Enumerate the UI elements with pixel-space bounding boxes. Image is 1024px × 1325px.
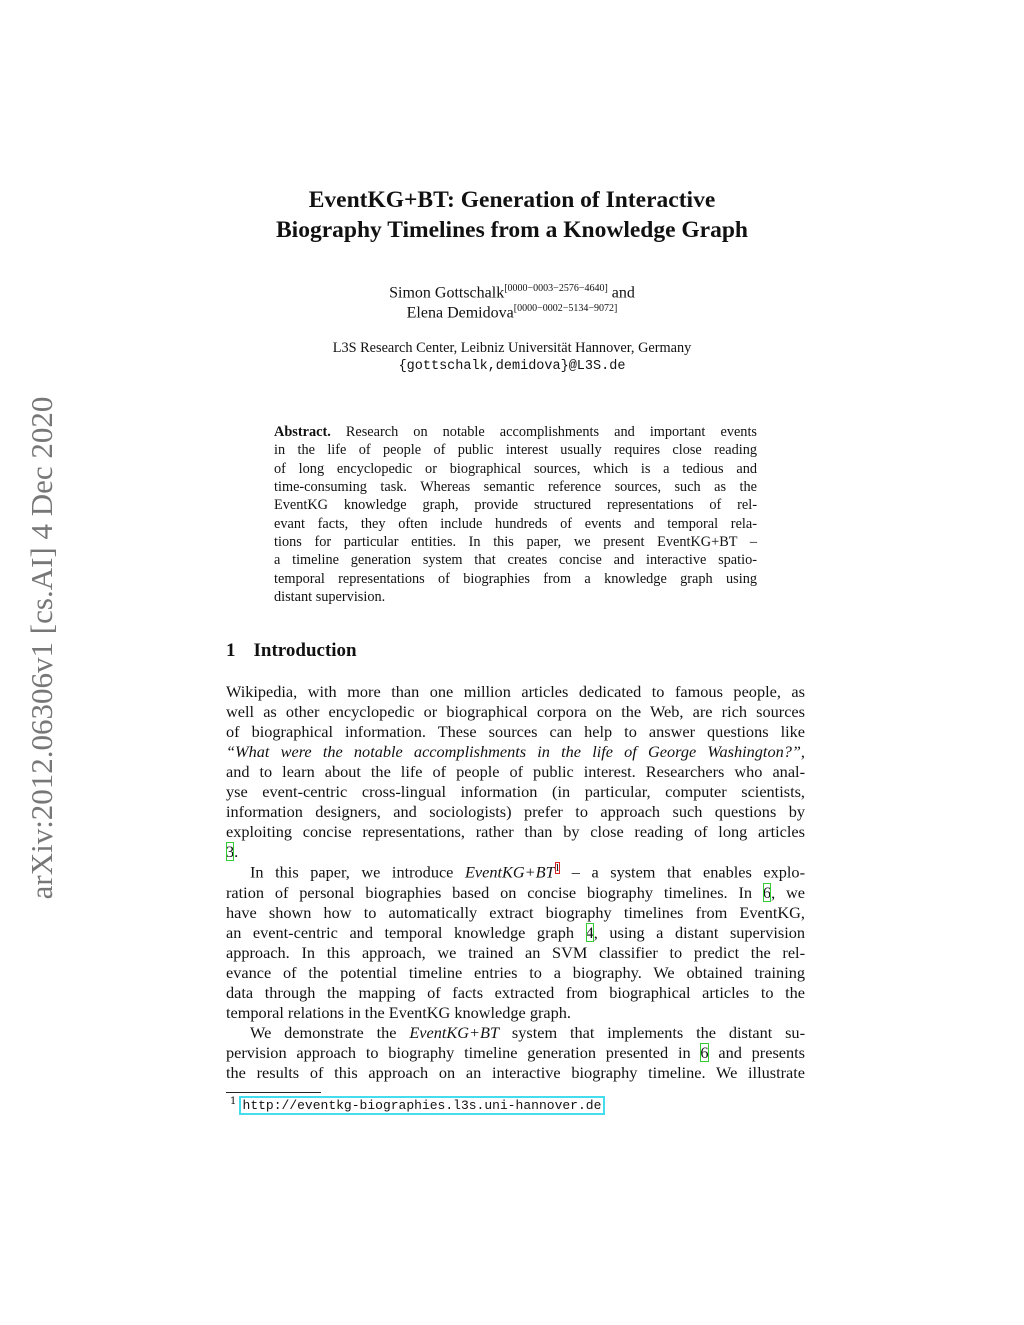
- footnote: [230, 1096, 603, 1113]
- body-line: [226, 682, 805, 702]
- footnote-ref-link[interactable]: 1: [554, 862, 561, 875]
- body-text: of biographical information. These sources can help to answer questions like: [226, 722, 805, 742]
- author-name: Elena Demidova: [406, 304, 514, 322]
- body-text: We demonstrate the: [250, 1022, 410, 1042]
- body-text: , using a distant supervision: [593, 922, 806, 942]
- body-text: data through the mapping of facts extracted from biographical articles to the: [226, 982, 805, 1002]
- citation-link[interactable]: 4: [585, 922, 594, 942]
- body-text: pervision approach to biography timeline generation presented in: [226, 1042, 701, 1062]
- italic-text: EventKG+BT: [409, 1022, 500, 1042]
- abstract-text: distant supervision.: [274, 589, 386, 606]
- abstract-line: [274, 442, 757, 459]
- body-line: [226, 822, 805, 842]
- paper-title-line-1: EventKG+BT: Generation of Interactive: [308, 187, 716, 213]
- body-line: [250, 862, 805, 882]
- body-text: and to learn about the life of people of public interest. Researchers who anal-: [226, 762, 805, 782]
- body-text: yse event-centric cross-lingual information (in particular, computer scientists,: [226, 782, 805, 802]
- abstract-text: EventKG knowledge graph, provide structured representations of rel-: [274, 497, 757, 514]
- body-text: Wikipedia, with more than one million articles dedicated to famous people, as: [226, 682, 805, 701]
- body-line: [226, 943, 805, 963]
- italic-text: “What were the notable accomplishments in the life of George Washington?”: [226, 742, 801, 762]
- body-line: [226, 983, 805, 1003]
- body-line: [226, 782, 805, 802]
- body-line: [226, 842, 805, 862]
- section-title: Introduction: [253, 640, 357, 661]
- orcid: [0000−0003−2576−4640]: [504, 283, 608, 294]
- citation-link[interactable]: 3: [226, 842, 235, 862]
- abstract-line: [274, 424, 757, 441]
- body-text: temporal relations in the EventKG knowledge graph.: [226, 1002, 571, 1022]
- abstract-line: [274, 497, 757, 514]
- citation-link[interactable]: 6: [762, 882, 772, 902]
- abstract-text: temporal representations of biographies from a knowledge graph using: [274, 570, 757, 587]
- body-line: [250, 1023, 805, 1043]
- body-line: [226, 762, 805, 782]
- body-text: ,: [800, 742, 805, 762]
- body-text: and presents: [708, 1042, 806, 1062]
- body-line: [226, 1003, 805, 1023]
- abstract-line: [274, 571, 757, 588]
- body-text: , we: [771, 882, 805, 902]
- body-text: have shown how to automatically extract biography timelines from EventKG,: [226, 902, 805, 922]
- abstract-text: time-consuming task. Whereas semantic reference sources, such as the: [274, 479, 757, 496]
- body-text: the results of this approach on an interactive biography timeline. We illustrate: [226, 1062, 805, 1082]
- email: {gottschalk,demidova}@L3S.de: [398, 359, 626, 374]
- section-number: 1: [226, 640, 236, 661]
- body-line: [226, 722, 805, 742]
- body-text: .: [234, 842, 239, 862]
- body-line: [226, 702, 805, 722]
- abstract-text: in the life of people of public interest usually requires close reading: [274, 442, 757, 459]
- body-line: [226, 963, 805, 983]
- orcid: [0000−0002−5134−9072]: [513, 303, 618, 314]
- abstract-line: [274, 479, 757, 496]
- abstract-line: [274, 516, 757, 533]
- body-line: [226, 923, 805, 943]
- body-line: [226, 883, 805, 903]
- section-heading: [226, 640, 357, 662]
- author-name: Simon Gottschalk: [389, 284, 505, 302]
- footnote-link[interactable]: http://eventkg-biographies.l3s.uni-hannover.de: [242, 1098, 602, 1114]
- body-text: ration of personal biographies based on concise biography timelines. In: [226, 882, 763, 902]
- affiliation: L3S Research Center, Leibniz Universität Hannover, Germany: [332, 340, 692, 356]
- arxiv-identifier: arXiv:2012.06306v1 [cs.AI] 4 Dec 2020: [24, 396, 59, 900]
- abstract-line: [274, 534, 757, 551]
- abstract-text: Research on notable accomplishments and important events: [330, 424, 757, 440]
- abstract-label: Abstract.: [274, 424, 331, 440]
- body-text: – a system that enables explo-: [560, 862, 805, 882]
- body-text: an event-centric and temporal knowledge graph: [226, 922, 586, 942]
- abstract-line: [274, 552, 757, 569]
- body-text: evance of the potential timeline entries to a biography. We obtained training: [226, 962, 805, 982]
- paper-title-line-2: Biography Timelines from a Knowledge Graph: [276, 217, 748, 243]
- author-1: [0, 283, 1024, 302]
- body-line: [226, 742, 805, 762]
- body-line: [226, 1043, 805, 1063]
- body-line: [226, 1063, 805, 1083]
- abstract-line: [274, 461, 757, 478]
- abstract-text: of long encyclopedic or biographical sources, which is a tedious and: [274, 460, 757, 477]
- abstract-text: evant facts, they often include hundreds of events and temporal rela-: [274, 515, 757, 532]
- footnote-mark: 1: [230, 1096, 237, 1107]
- footnote-rule: [226, 1092, 321, 1093]
- body-text: exploiting concise representations, rather than by close reading of long articles: [226, 822, 805, 842]
- italic-text: EventKG+BT: [464, 862, 555, 882]
- abstract-text: a timeline generation system that creates concise and interactive spatio-: [274, 552, 757, 569]
- abstract-line: [274, 589, 757, 606]
- author-conjunction: and: [607, 284, 635, 302]
- body-text: information designers, and sociologists) prefer to approach such questions by: [226, 802, 805, 822]
- abstract-text: tions for particular entities. In this paper, we present EventKG+BT –: [274, 534, 757, 551]
- author-2: [0, 303, 1024, 322]
- citation-link[interactable]: 6: [700, 1042, 709, 1062]
- body-line: [226, 802, 805, 822]
- body-line: [226, 903, 805, 923]
- body-text: system that implements the distant su-: [499, 1022, 805, 1042]
- body-text: approach. In this approach, we trained an SVM classifier to predict the rel-: [226, 942, 805, 962]
- body-text: In this paper, we introduce: [250, 862, 465, 882]
- body-text: well as other encyclopedic or biographical corpora on the Web, are rich sources: [226, 702, 805, 722]
